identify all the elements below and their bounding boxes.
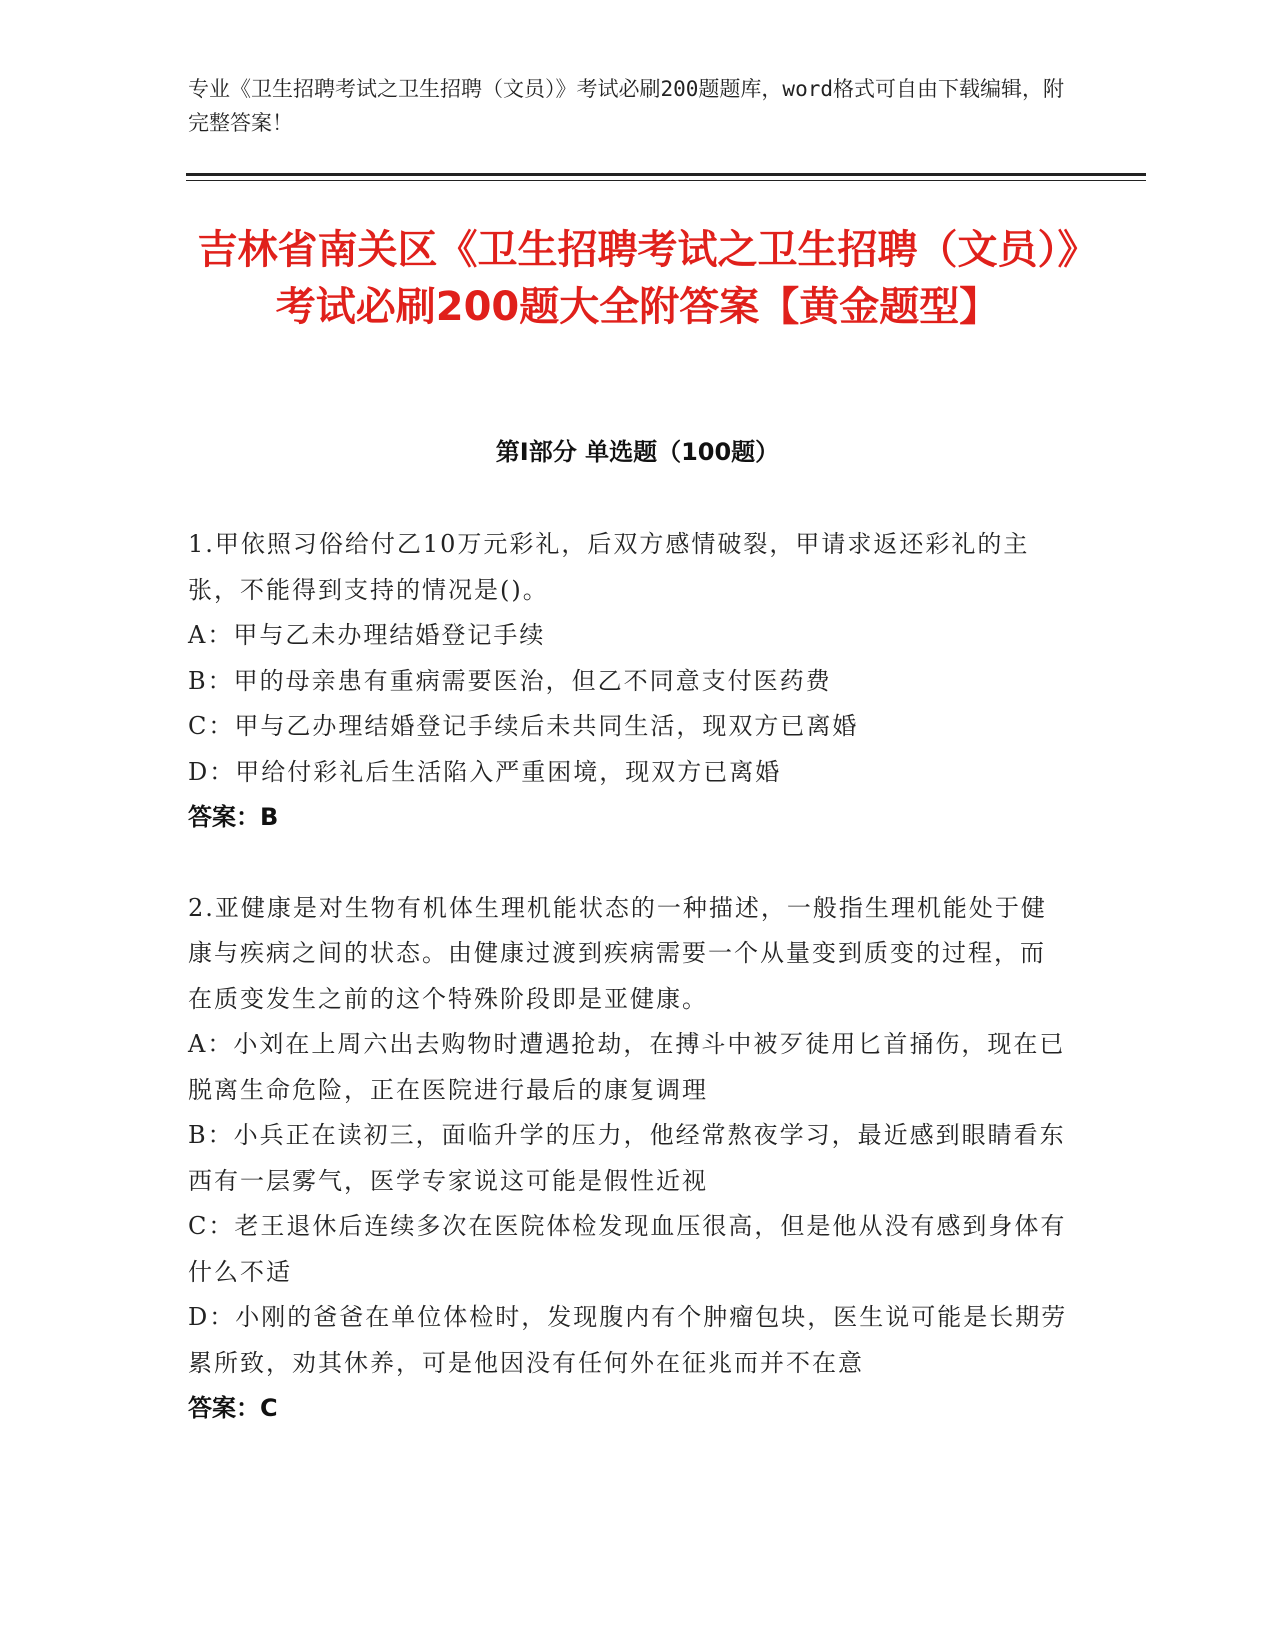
option-c: C：老王退休后连续多次在医院体检发现血压很高，但是他从没有感到身体有什么不适 — [188, 1212, 1067, 1286]
option-a: A：小刘在上周六出去购物时遭遇抢劫，在搏斗中被歹徒用匕首捅伤，现在已脱离生命危险，正在医院进行最后的康复调理 — [188, 1030, 1066, 1104]
option-b: B：小兵正在读初三，面临升学的压力，他经常熬夜学习，最近感到眼睛看东西有一层雾气，医学专家说这可能是假性近视 — [188, 1121, 1066, 1195]
header-note: 专业《卫生招聘考试之卫生招聘（文员）》考试必刷200题题库，word格式可自由下载编辑，附完整答案！ — [188, 77, 1064, 135]
section-title: 第Ⅰ部分 单选题（100题） — [495, 438, 780, 466]
answer: 答案：B — [188, 803, 279, 831]
question-stem: 1.甲依照习俗给付乙10万元彩礼，后双方感情破裂，甲请求返还彩礼的主张，不能得到支持的情况是()。 — [188, 530, 1030, 604]
option-d: D：小刚的爸爸在单位体检时，发现腹内有个肿瘤包块，医生说可能是长期劳累所致，劝其休养，可是他因没有任何外在征兆而并不在意 — [188, 1303, 1068, 1377]
question-2 — [188, 886, 1068, 1432]
question-stem: 2.亚健康是对生物有机体生理机能状态的一种描述，一般指生理机能处于健康与疾病之间的状态。由健康过渡到疾病需要一个从量变到质变的过程，而在质变发生之前的这个特殊阶段即是亚健康。 — [188, 893, 1047, 1013]
header-rule-thin — [186, 180, 1146, 181]
option-c: C：甲与乙办理结婚登记手续后未共同生活，现双方已离婚 — [188, 712, 859, 740]
document-title: 吉林省南关区《卫生招聘考试之卫生招聘（文员）》考试必刷200题大全附答案【黄金题型】 — [197, 227, 1078, 330]
option-d: D：甲给付彩礼后生活陷入严重困境，现双方已离婚 — [188, 757, 782, 786]
question-1 — [188, 522, 1068, 841]
header-rule-thick — [186, 173, 1146, 176]
option-a: A：甲与乙未办理结婚登记手续 — [188, 621, 546, 649]
answer: 答案：C — [188, 1394, 278, 1422]
option-b: B：甲的母亲患有重病需要医治，但乙不同意支付医药费 — [188, 666, 832, 695]
question-list — [188, 522, 1068, 1477]
